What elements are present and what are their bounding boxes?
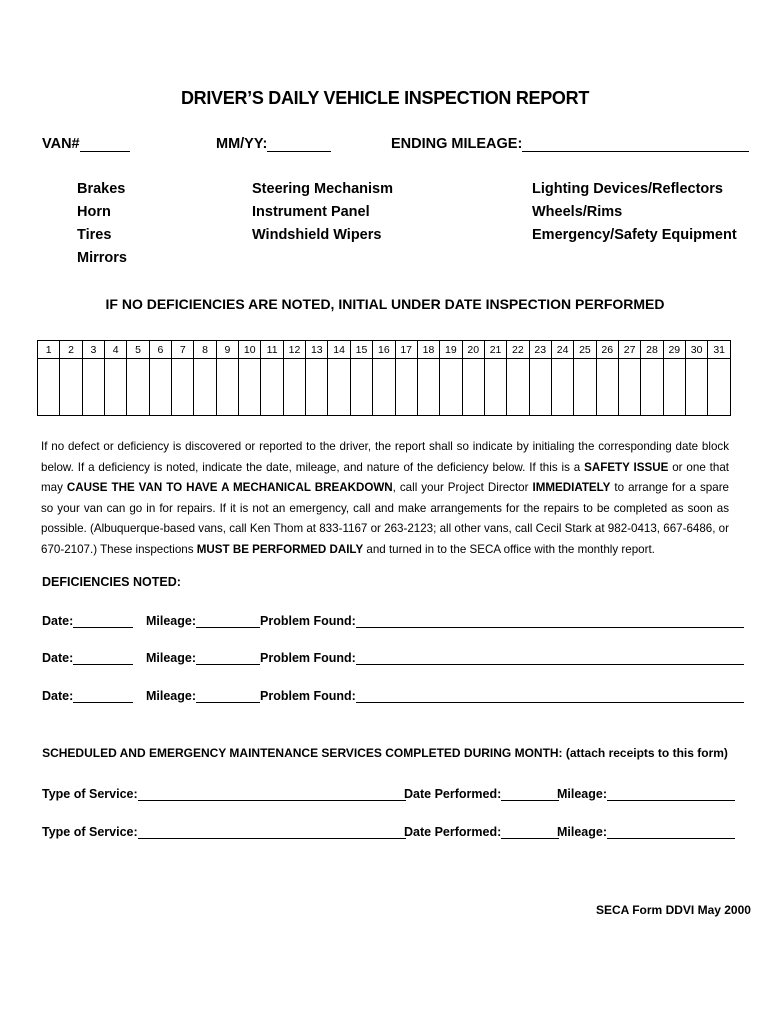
deficiency-problem-1 <box>260 613 744 628</box>
day-number: 20 <box>462 341 484 359</box>
problem-label: Problem Found: <box>260 614 356 628</box>
initial-box[interactable] <box>60 359 82 416</box>
day-number: 6 <box>149 341 171 359</box>
type-of-service-blank[interactable] <box>138 786 406 801</box>
checklist-item: Mirrors <box>77 250 127 266</box>
day-number: 23 <box>529 341 551 359</box>
mileage-blank[interactable] <box>196 650 260 665</box>
initial-box[interactable] <box>708 359 731 416</box>
instructions-text: to arrange for a spare so your van can go in for repairs. If it is not an emergency, call and make arrangements for the repairs to be completed as soon as possible. (Albuquerque-based vans, call Ken Thom at 833-1167 or 263-2123; all other vans, call Cecil Stark at 982-0413, 667-6486, or 670-2107.) These inspections <box>41 481 729 556</box>
instructions-paragraph <box>41 437 729 560</box>
initial-box-row <box>38 359 731 416</box>
day-number: 5 <box>127 341 149 359</box>
day-number-row <box>38 341 731 359</box>
checklist-column-3 <box>532 178 737 247</box>
initial-box[interactable] <box>596 359 618 416</box>
instructions-text: and turned in to the SECA office with the monthly report. <box>363 542 655 556</box>
initial-box[interactable] <box>149 359 171 416</box>
safety-issue-emphasis: SAFETY ISSUE <box>584 460 669 474</box>
date-performed-blank[interactable] <box>501 824 559 839</box>
mmyy-label: MM/YY: <box>216 136 268 152</box>
initial-box[interactable] <box>440 359 462 416</box>
date-blank[interactable] <box>73 613 133 628</box>
day-number: 24 <box>551 341 573 359</box>
instructions-text: or one that may <box>41 460 729 494</box>
form-footer-id: SECA Form DDVI May 2000 <box>596 903 751 917</box>
mileage-label: Mileage: <box>146 651 197 665</box>
day-number: 3 <box>82 341 104 359</box>
initial-box[interactable] <box>685 359 707 416</box>
ending-mileage-label: ENDING MILEAGE: <box>391 136 523 152</box>
month-year-field[interactable] <box>216 136 331 152</box>
problem-blank[interactable] <box>356 688 744 703</box>
date-label: Date: <box>42 689 74 703</box>
day-number: 30 <box>685 341 707 359</box>
day-number: 18 <box>417 341 439 359</box>
immediately-emphasis: IMMEDIATELY <box>532 481 611 494</box>
deficiency-row-2 <box>42 650 133 665</box>
initial-box[interactable] <box>38 359 60 416</box>
mileage-label: Mileage: <box>146 689 197 703</box>
initial-box[interactable] <box>551 359 573 416</box>
day-number: 27 <box>618 341 640 359</box>
initial-box[interactable] <box>484 359 506 416</box>
problem-label: Problem Found: <box>260 689 356 703</box>
deficiency-row-1 <box>42 613 133 628</box>
checklist-item: Windshield Wipers <box>252 227 382 243</box>
initial-box[interactable] <box>663 359 685 416</box>
checklist-item: Tires <box>77 227 112 243</box>
instructions-text: If no defect or deficiency is discovered or reported to the driver, the report shall so indicate by initialing the corresponding date block below. If a deficiency is noted, indicate the date, mileage, and nature of the deficiency below. If this is a <box>41 440 729 474</box>
breakdown-emphasis: CAUSE THE VAN TO HAVE A MECHANICAL BREAKDOWN <box>66 481 393 494</box>
day-number: 4 <box>105 341 127 359</box>
day-number: 16 <box>373 341 395 359</box>
mileage-blank[interactable] <box>196 688 260 703</box>
day-number: 29 <box>663 341 685 359</box>
mileage-blank[interactable] <box>196 613 260 628</box>
initial-instructions-heading: IF NO DEFICIENCIES ARE NOTED, INITIAL UNDER DATE INSPECTION PERFORMED <box>105 296 665 312</box>
initial-box[interactable] <box>395 359 417 416</box>
checklist-item: Instrument Panel <box>252 204 370 220</box>
problem-blank[interactable] <box>356 613 744 628</box>
day-number: 12 <box>283 341 305 359</box>
daily-emphasis: MUST BE PERFORMED DAILY <box>196 542 364 556</box>
initial-box[interactable] <box>127 359 149 416</box>
day-number: 22 <box>507 341 529 359</box>
checklist-item: Lighting Devices/Reflectors <box>532 181 723 197</box>
initial-box[interactable] <box>328 359 350 416</box>
initial-box[interactable] <box>216 359 238 416</box>
initial-box[interactable] <box>172 359 194 416</box>
mileage-label: Mileage: <box>146 614 197 628</box>
day-number: 14 <box>328 341 350 359</box>
checklist-item: Emergency/Safety Equipment <box>532 227 737 243</box>
day-number: 15 <box>350 341 372 359</box>
deficiencies-heading: DEFICIENCIES NOTED: <box>42 575 181 589</box>
initial-box[interactable] <box>507 359 529 416</box>
van-number-field[interactable] <box>42 136 130 152</box>
day-number: 9 <box>216 341 238 359</box>
instructions-text: , call your Project Director <box>392 481 533 494</box>
day-number: 19 <box>440 341 462 359</box>
service-mileage-blank[interactable] <box>607 786 735 801</box>
maintenance-heading: SCHEDULED AND EMERGENCY MAINTENANCE SERVICES COMPLETED DURING MONTH: (attach receipts to this form) <box>42 746 728 760</box>
day-number: 31 <box>708 341 731 359</box>
date-performed-label: Date Performed: <box>404 787 502 801</box>
initial-box[interactable] <box>417 359 439 416</box>
initial-box[interactable] <box>105 359 127 416</box>
initial-box[interactable] <box>373 359 395 416</box>
checklist-column-2 <box>252 178 393 247</box>
daily-initial-grid <box>37 340 731 416</box>
day-number: 7 <box>172 341 194 359</box>
date-performed-blank[interactable] <box>501 786 559 801</box>
type-of-service-label: Type of Service: <box>42 787 138 801</box>
checklist-column-1 <box>77 178 127 270</box>
van-blank[interactable] <box>80 137 130 152</box>
initial-box[interactable] <box>529 359 551 416</box>
date-blank[interactable] <box>73 650 133 665</box>
day-number: 28 <box>641 341 663 359</box>
initial-box[interactable] <box>283 359 305 416</box>
problem-blank[interactable] <box>356 650 744 665</box>
service-mileage-label: Mileage: <box>557 787 608 801</box>
deficiency-mileage-3 <box>146 688 260 703</box>
deficiency-problem-3 <box>260 688 744 703</box>
service-mileage-blank[interactable] <box>607 824 735 839</box>
form-title: DRIVER’S DAILY VEHICLE INSPECTION REPORT <box>180 88 590 108</box>
initial-box[interactable] <box>261 359 283 416</box>
day-number: 1 <box>38 341 60 359</box>
ending-mileage-field[interactable] <box>391 136 749 152</box>
initial-box[interactable] <box>239 359 261 416</box>
initial-box[interactable] <box>462 359 484 416</box>
checklist-item: Horn <box>77 204 111 220</box>
day-number: 8 <box>194 341 216 359</box>
date-label: Date: <box>42 651 74 665</box>
van-label: VAN# <box>42 136 80 152</box>
mmyy-blank[interactable] <box>267 137 331 152</box>
service-date-1 <box>404 786 559 801</box>
day-number: 13 <box>306 341 328 359</box>
problem-label: Problem Found: <box>260 651 356 665</box>
type-of-service-blank[interactable] <box>138 824 406 839</box>
checklist-item: Wheels/Rims <box>532 204 623 220</box>
checklist-item: Brakes <box>77 181 126 197</box>
day-number: 10 <box>239 341 261 359</box>
deficiency-mileage-2 <box>146 650 260 665</box>
deficiency-row-3 <box>42 688 133 703</box>
initial-box[interactable] <box>641 359 663 416</box>
day-number: 11 <box>261 341 283 359</box>
initial-box[interactable] <box>574 359 596 416</box>
deficiency-problem-2 <box>260 650 744 665</box>
checklist-item: Steering Mechanism <box>252 181 394 197</box>
service-date-2 <box>404 824 559 839</box>
day-number: 2 <box>60 341 82 359</box>
service-mileage-1 <box>557 786 735 801</box>
initial-box[interactable] <box>82 359 104 416</box>
ending-mileage-blank[interactable] <box>522 137 749 152</box>
day-number: 26 <box>596 341 618 359</box>
initial-box[interactable] <box>194 359 216 416</box>
date-label: Date: <box>42 614 74 628</box>
day-number: 21 <box>484 341 506 359</box>
date-performed-label: Date Performed: <box>404 825 502 839</box>
initial-box[interactable] <box>306 359 328 416</box>
service-mileage-label: Mileage: <box>557 825 608 839</box>
service-row-2 <box>42 824 406 839</box>
initial-box[interactable] <box>618 359 640 416</box>
day-number: 17 <box>395 341 417 359</box>
date-blank[interactable] <box>73 688 133 703</box>
service-mileage-2 <box>557 824 735 839</box>
initial-box[interactable] <box>350 359 372 416</box>
type-of-service-label: Type of Service: <box>42 825 138 839</box>
day-number: 25 <box>574 341 596 359</box>
deficiency-mileage-1 <box>146 613 260 628</box>
service-row-1 <box>42 786 406 801</box>
